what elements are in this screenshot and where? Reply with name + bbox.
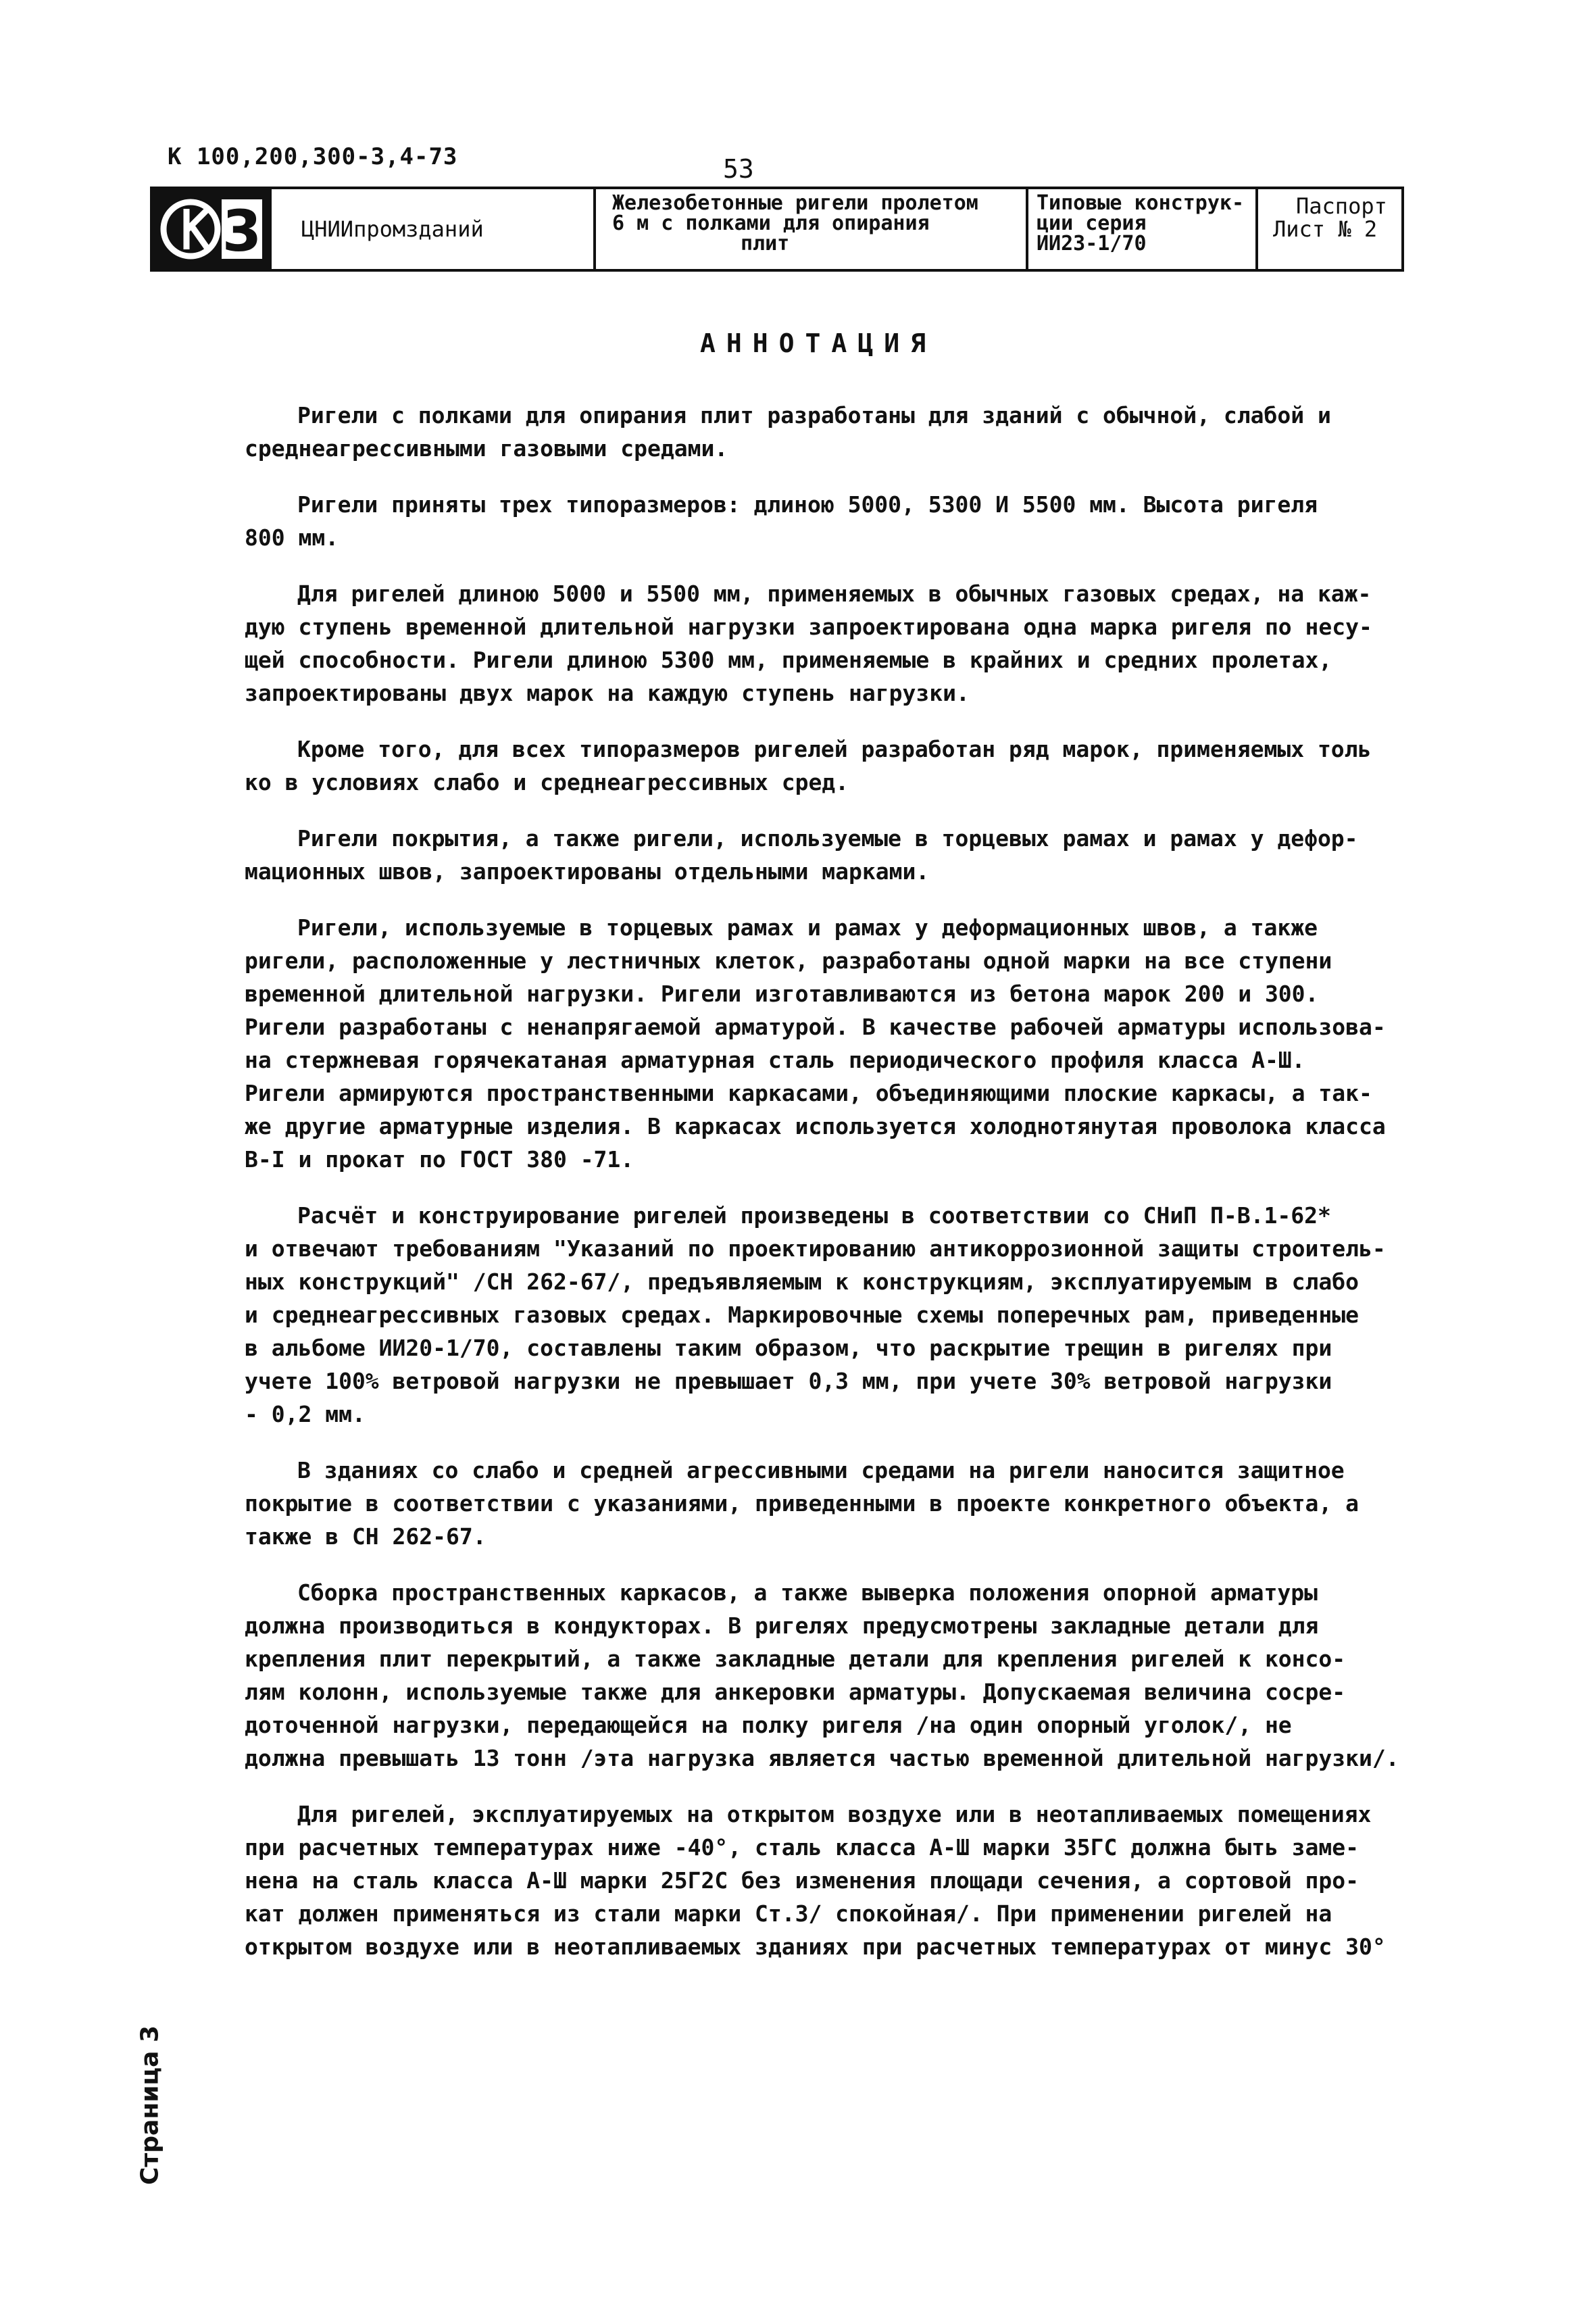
paragraph — [245, 1576, 1407, 1775]
paragraph-line: покрытие в соответствии с указаниями, приведенными в проекте конкретного объекта, а — [245, 1490, 1360, 1517]
paragraph-line: лям колонн, используемые также для анкеровки арматуры. Допускаемая величина сосре- — [245, 1679, 1346, 1705]
paragraph-line: должна превышать 13 тонн /эта нагрузка является частью временной длительной нагрузки/. — [245, 1745, 1399, 1771]
paragraph-line: при расчетных температурах ниже -40°, сталь класса А-Ш марки 35ГС должна быть заме- — [245, 1834, 1360, 1861]
series-line: ИИ23-1/70 — [1037, 232, 1147, 255]
drawing-title-cell — [596, 189, 1028, 269]
paragraph-line: Для ригелей, эксплуатируемых на открытом воздухе или в неотапливаемых помещениях — [297, 1801, 1372, 1827]
paragraph-line: Расчёт и конструирование ригелей произведены в соответствии со СНиП П-В.1-62* — [297, 1202, 1331, 1229]
paragraph-line: временной длительной нагрузки. Ригели изготавливаются из бетона марок 200 и 300. — [245, 981, 1319, 1007]
paragraph-line: в альбоме ИИ20-1/70, составлены таким образом, что раскрытие трещин в ригелях при — [245, 1335, 1332, 1361]
paragraph-line: ко в условиях слабо и среднеагрессивных сред. — [245, 769, 849, 795]
organization-cell — [272, 189, 596, 269]
paragraph-line: ных конструкций" /СН 262-67/, предъявляемым к конструкциям, эксплуатируемым в слабо — [245, 1269, 1360, 1295]
paragraph-line: ригели, расположенные у лестничных клеток, разработаны одной марки на все ступени — [245, 947, 1332, 974]
paragraph — [245, 733, 1407, 799]
paragraph-line: - 0,2 мм. — [245, 1401, 366, 1427]
side-page-label-text: Страница 3 — [136, 2025, 164, 2186]
paragraph-line: Ригели, используемые в торцевых рамах и рамах у деформационных швов, а также — [297, 914, 1318, 941]
paragraph-line: и среднеагрессивных газовых средах. Маркировочные схемы поперечных рам, приведенные — [245, 1302, 1360, 1328]
paragraph-line: и отвечают требованиям "Указаний по проектированию антикоррозионной защиты строитель- — [245, 1235, 1386, 1262]
paragraph — [245, 822, 1407, 888]
svg-text:3: 3 — [222, 198, 262, 263]
paragraph-line: мационных швов, запроектированы отдельными марками. — [245, 858, 930, 885]
annotation-heading: АННОТАЦИЯ — [700, 328, 937, 358]
paragraph-line: среднеагрессивными газовыми средами. — [245, 435, 728, 462]
paragraph-line: кат должен применяться из стали марки Ст.3/ спокойная/. При применении ригелей на — [245, 1900, 1332, 1927]
paragraph-line: Кроме того, для всех типоразмеров ригелей разработан ряд марок, применяемых толь — [297, 736, 1372, 762]
title-line: 6 м с полками для опирания — [612, 212, 930, 235]
sheet-cell — [1258, 189, 1401, 269]
paragraph-line: же другие арматурные изделия. В каркасах используется холоднотянутая проволока класса — [245, 1113, 1386, 1139]
paragraph-line: дую ступень временной длительной нагрузки запроектирована одна марка ригеля по несу- — [245, 614, 1372, 640]
paragraph-line: Ригели армируются пространственными каркасами, объединяющими плоские каркасы, а так- — [245, 1080, 1372, 1106]
paragraph — [245, 399, 1407, 465]
title-block — [150, 187, 1404, 272]
paragraph-line: Для ригелей длиною 5000 и 5500 мм, применяемых в обычных газовых средах, на каж- — [297, 581, 1372, 607]
paragraph — [245, 488, 1407, 554]
title-line: Железобетонные ригели пролетом — [612, 191, 978, 215]
paragraph-line: Ригели разработаны с ненапрягаемой арматурой. В качестве рабочей арматуры использова- — [245, 1014, 1386, 1040]
paragraph-line: на стержневая горячекатаная арматурная сталь периодического профиля класса А-Ш. — [245, 1047, 1305, 1073]
paragraph-line: крепления плит перекрытий, а также закладные детали для крепления ригелей к консо- — [245, 1646, 1346, 1672]
paragraph-line: должна производиться в кондукторах. В ригелях предусмотрены закладные детали для — [245, 1613, 1319, 1639]
paragraph-line: 800 мм. — [245, 524, 339, 551]
series-cell — [1028, 189, 1258, 269]
title-line: плит — [741, 232, 790, 255]
paragraph — [245, 1199, 1407, 1431]
sheet-type: Паспорт — [1296, 193, 1387, 219]
paragraph — [245, 911, 1407, 1176]
document-code: К 100,200,300-3,4-73 — [168, 143, 458, 170]
paragraph — [245, 1454, 1407, 1553]
paragraph-line: открытом воздухе или в неотапливаемых зданиях при расчетных температурах от минус 30° — [245, 1934, 1386, 1960]
paragraph-line: щей способности. Ригели длиною 5300 мм, применяемые в крайних и средних пролетах, — [245, 647, 1332, 673]
paragraph-line: Ригели приняты трех типоразмеров: длиною 5000, 5300 И 5500 мм. Высота ригеля — [297, 491, 1318, 518]
series-line: ции серия — [1037, 212, 1147, 235]
paragraph-line: учете 100% ветровой нагрузки не превышает 0,3 мм, при учете 30% ветровой нагрузки — [245, 1368, 1332, 1394]
organization-name: ЦНИИпромзданий — [301, 216, 484, 242]
sheet-number: Лист № 2 — [1273, 216, 1378, 242]
paragraph-line: нена на сталь класса А-Ш марки 25Г2С без изменения площади сечения, а сортовой про- — [245, 1867, 1360, 1894]
paragraph-line: В зданиях со слабо и средней агрессивными средами на ригели наносится защитное — [297, 1457, 1345, 1483]
sk3-logo-icon — [157, 195, 265, 263]
paragraph-line: запроектированы двух марок на каждую ступень нагрузки. — [245, 680, 970, 706]
paragraph-line: Ригели с полками для опирания плит разработаны для зданий с обычной, слабой и — [297, 402, 1331, 428]
logo-cell — [153, 189, 272, 269]
paragraph-line: В-I и прокат по ГОСТ 380 -71. — [245, 1146, 634, 1173]
paragraph — [245, 577, 1407, 710]
paragraph-line: Сборка пространственных каркасов, а также выверка положения опорной арматуры — [297, 1579, 1318, 1606]
paragraph-line: также в СН 262-67. — [245, 1523, 487, 1550]
paragraph-line: доточенной нагрузки, передающейся на полку ригеля /на один опорный уголок/, не — [245, 1712, 1292, 1738]
side-page-label — [116, 2025, 184, 2186]
paragraph-line: Ригели покрытия, а также ригели, используемые в торцевых рамах и рамах у дефор- — [297, 825, 1358, 852]
annotation-body — [245, 399, 1407, 1986]
page-number: 53 — [723, 154, 754, 184]
series-line: Типовые конструк- — [1037, 191, 1245, 215]
paragraph — [245, 1798, 1407, 1963]
